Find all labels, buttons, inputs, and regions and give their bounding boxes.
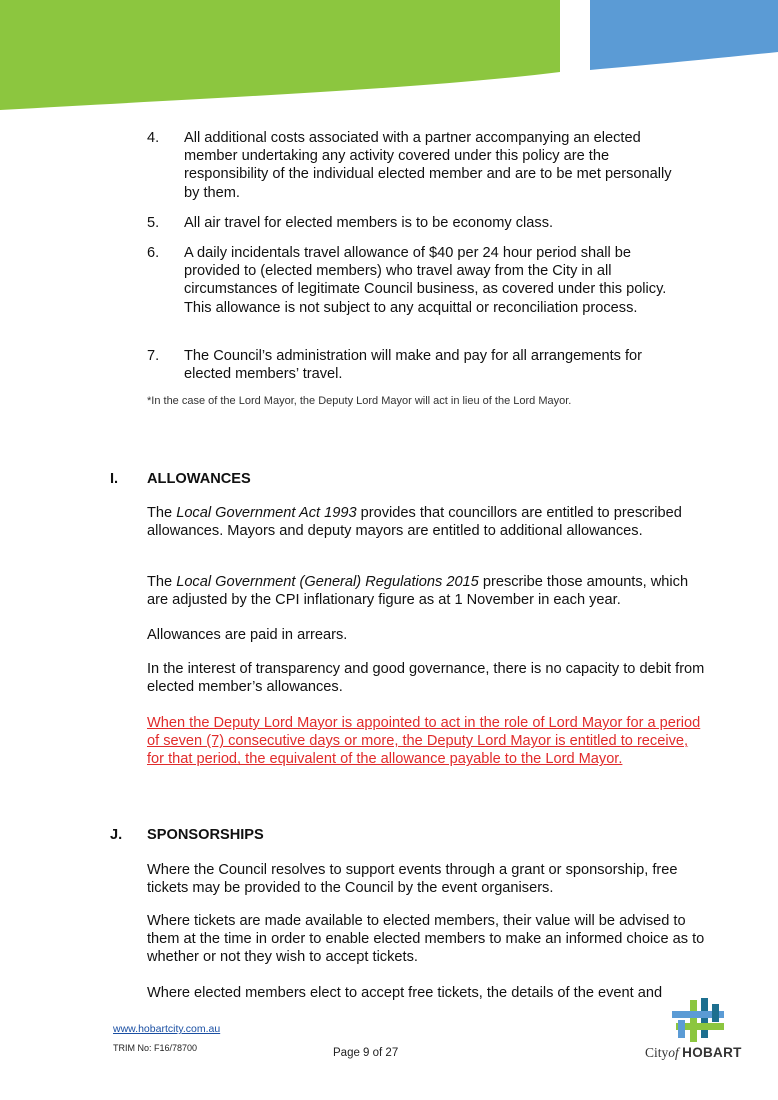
- list-item: [147, 129, 687, 202]
- city-of-hobart-logo-icon: [668, 998, 728, 1044]
- city-of-hobart-wordmark: Cityof HOBART: [645, 1045, 742, 1060]
- sponsorships-paragraph-3: Where elected members elect to accept free tickets, the details of the event and: [147, 985, 663, 1001]
- allowances-paragraph-4: In the interest of transparency and good governance, there is no capacity to debit from elected member’s allowances.: [147, 661, 705, 696]
- website-link[interactable]: www.hobartcity.com.au: [113, 1023, 221, 1035]
- allowances-paragraph-2: The Local Government (General) Regulations 2015 prescribe those amounts, which are adjusted by the CPI inflationary figure as at 1 November in each year.: [147, 574, 689, 609]
- section-heading-allowances: [110, 471, 251, 487]
- regulations-title: Local Government (General) Regulations 2015: [176, 574, 479, 590]
- allowances-paragraph-3: Allowances are paid in arrears.: [147, 627, 348, 643]
- section-letter: J.: [110, 827, 123, 843]
- page-number: Page 9 of 27: [333, 1047, 399, 1059]
- deputy-lord-mayor-amendment: When the Deputy Lord Mayor is appointed to act in the role of Lord Mayor for a period of seven (7) consecutive days or more, the Deputy Lord Mayor is entitled to receive, for that period, the equivalent of the allowance payable to the Lord Mayor.: [147, 715, 701, 768]
- list-item: [147, 214, 687, 232]
- sponsorships-paragraph-2: Where tickets are made available to elected members, their value will be advised to them at the time in order to enable elected members to make an informed choice as to whether or not they wish to accept tickets.: [147, 913, 705, 966]
- section-letter: I.: [110, 471, 119, 487]
- trim-number: TRIM No: F16/78700: [113, 1043, 198, 1053]
- lord-mayor-footnote: *In the case of the Lord Mayor, the Deputy Lord Mayor will act in lieu of the Lord Mayor.: [147, 395, 572, 408]
- list-item: [147, 244, 687, 317]
- allowances-paragraph-1: The Local Government Act 1993 provides that councillors are entitled to prescribed allowances. Mayors and deputy mayors are entitled to additional allowances.: [147, 505, 682, 540]
- header-banner: [0, 0, 778, 120]
- list-text: A daily incidentals travel allowance of $40 per 24 hour period shall be provided to (elected members) who travel away from the City in all circumstances of legitimate Council business, as covered under this policy. This allowance is not subject to any acquittal or reconciliation process.: [184, 245, 667, 316]
- list-item: [147, 347, 687, 383]
- travel-policy-list: [147, 129, 687, 407]
- list-number: 7.: [147, 347, 160, 364]
- list-number: 5.: [147, 214, 160, 231]
- blue-banner-shape: [590, 0, 778, 70]
- list-number: 6.: [147, 245, 160, 262]
- section-title: ALLOWANCES: [147, 471, 251, 487]
- list-text: All air travel for elected members is to be economy class.: [184, 214, 554, 231]
- act-title: Local Government Act 1993: [176, 505, 357, 521]
- section-title: SPONSORSHIPS: [147, 827, 264, 843]
- list-text: The Council’s administration will make and pay for all arrangements for elected members’ travel.: [184, 347, 643, 383]
- list-text: All additional costs associated with a partner accompanying an elected member undertaking any activity covered under this policy are the responsibility of the individual elected member and are to be met personally by them.: [184, 130, 672, 201]
- section-heading-sponsorships: [110, 827, 264, 843]
- list-number: 4.: [147, 130, 160, 146]
- green-banner-shape: [0, 0, 560, 110]
- sponsorships-paragraph-1: Where the Council resolves to support events through a grant or sponsorship, free tickets may be provided to the Council by the event organisers.: [147, 862, 678, 897]
